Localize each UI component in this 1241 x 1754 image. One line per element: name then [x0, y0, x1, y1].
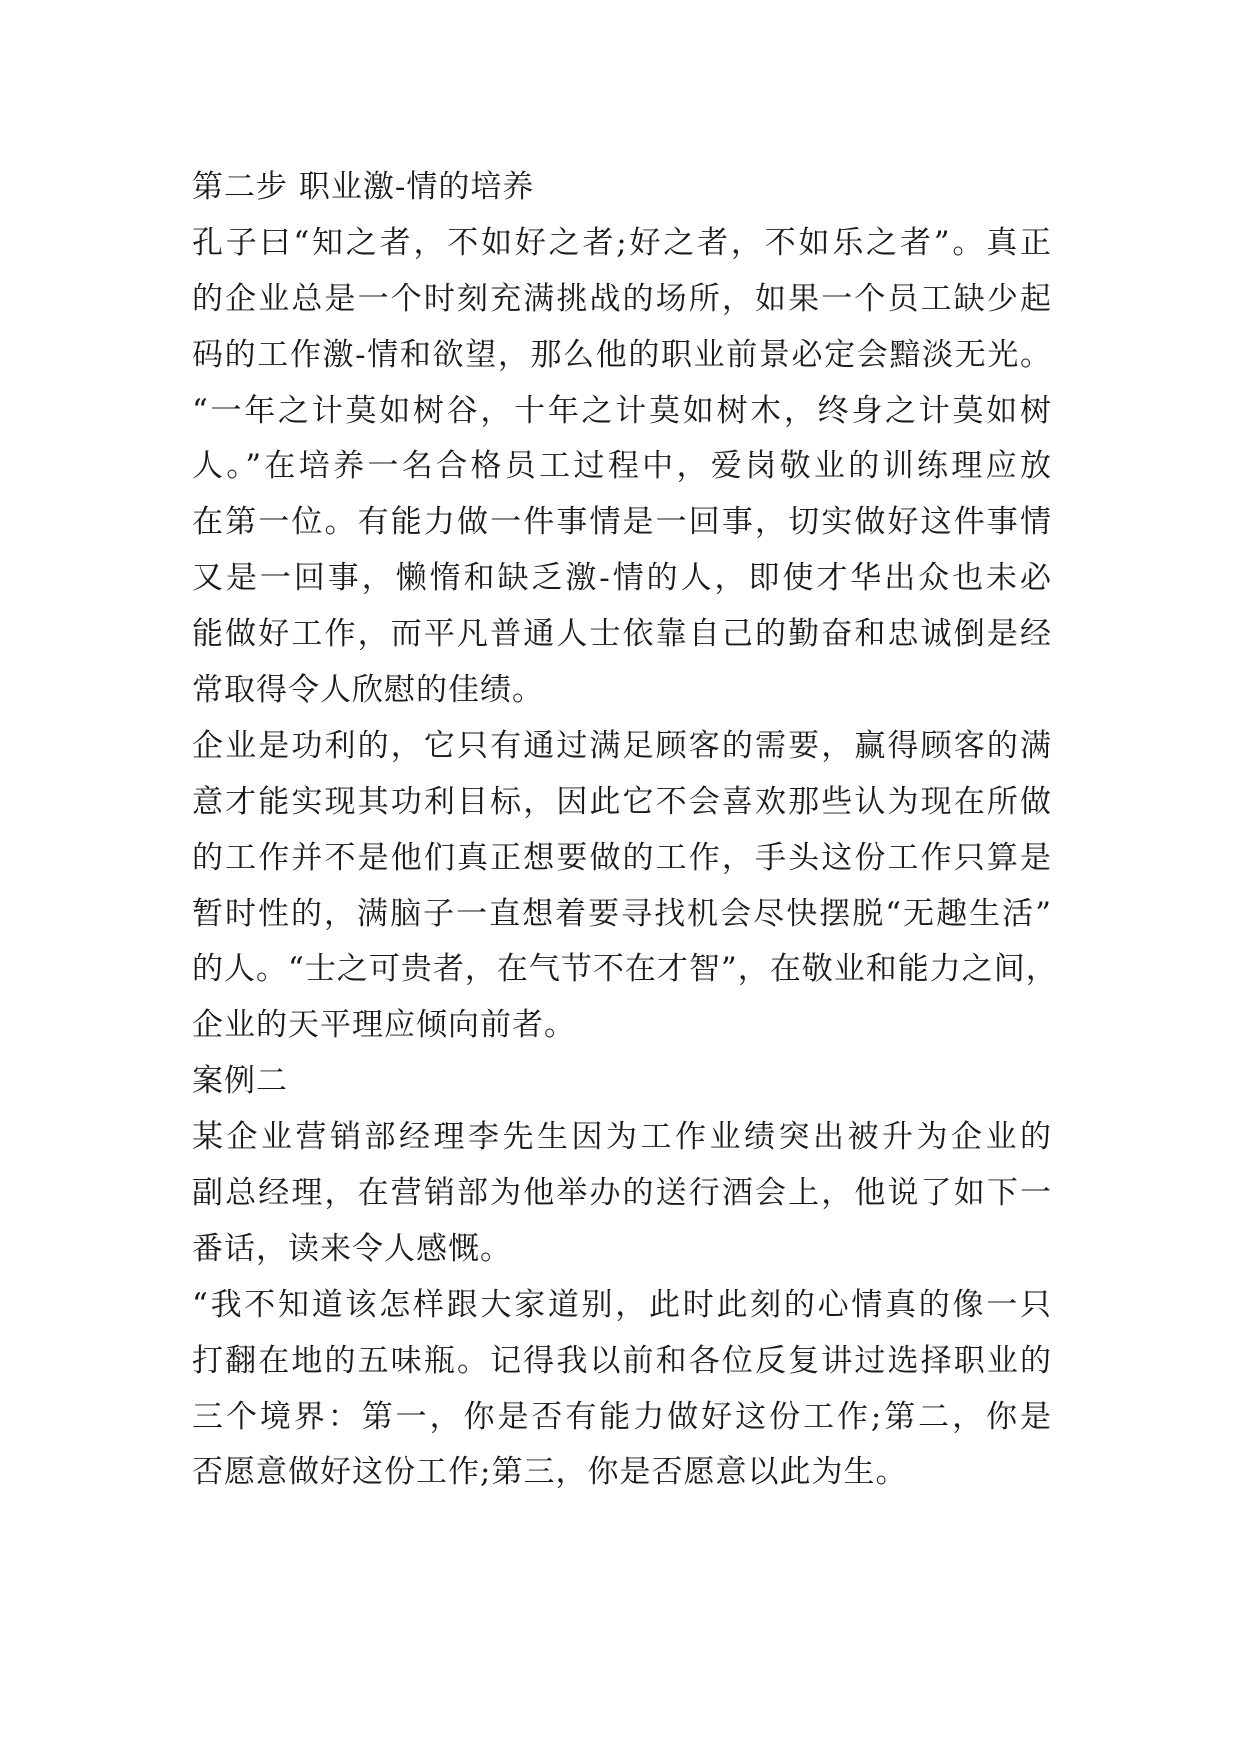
- text-line: 的工作并不是他们真正想要做的工作，手头这份工作只算是: [192, 839, 1052, 876]
- section-heading: 第二步 职业激-情的培养: [192, 169, 535, 205]
- text-line: 又是一回事，懒惰和缺乏激-情的人，即使才华出众也未必: [192, 560, 1052, 597]
- text-line: 码的工作激-情和欲望，那么他的职业前景必定会黯淡无光。: [192, 336, 1052, 373]
- paragraph-1: [192, 216, 1052, 719]
- document-body: [192, 160, 1058, 1501]
- text-line: 的企业总是一个时刻充满挑战的场所，如果一个员工缺少起: [192, 280, 1052, 317]
- text-line: 某企业营销部经理李先生因为工作业绩突出被升为企业的: [192, 1119, 1052, 1156]
- text-line: 企业是功利的，它只有通过满足顾客的需要，赢得顾客的满: [192, 727, 1052, 764]
- text-line: 番话，读来令人感慨。: [192, 1230, 512, 1267]
- text-line: 人。”在培养一名合格员工过程中，爱岗敬业的训练理应放: [192, 448, 1052, 485]
- text-line: 打翻在地的五味瓶。记得我以前和各位反复讲过选择职业的: [192, 1342, 1052, 1379]
- text-line: 能做好工作，而平凡普通人士依靠自己的勤奋和忠诚倒是经: [192, 616, 1052, 653]
- text-line: “我不知道该怎样跟大家道别，此时此刻的心情真的像一只: [192, 1286, 1052, 1323]
- paragraph-4: [192, 1278, 1052, 1502]
- text-line: 意才能实现其功利目标，因此它不会喜欢那些认为现在所做: [192, 783, 1052, 820]
- text-line: 三个境界：第一，你是否有能力做好这份工作;第二，你是: [192, 1398, 1052, 1435]
- text-line: 暂时性的，满脑子一直想着要寻找机会尽快摆脱“无趣生活”: [192, 895, 1052, 932]
- text-line: 常取得令人欣慰的佳绩。: [192, 672, 544, 709]
- text-line: 在第一位。有能力做一件事情是一回事，切实做好这件事情: [192, 504, 1052, 541]
- text-line: 的人。“士之可贵者，在气节不在才智”，在敬业和能力之间，: [192, 951, 1058, 988]
- text-line: “一年之计莫如树谷，十年之计莫如树木，终身之计莫如树: [192, 392, 1052, 429]
- paragraph-3: [192, 1110, 1052, 1278]
- text-line: 否愿意做好这份工作;第三，你是否愿意以此为生。: [192, 1454, 908, 1491]
- paragraph-2: [192, 719, 1058, 1054]
- text-line: 副总经理，在营销部为他举办的送行酒会上，他说了如下一: [192, 1175, 1052, 1212]
- case-heading: 案例二: [192, 1063, 288, 1100]
- text-line: 孔子曰“知之者，不如好之者;好之者，不如乐之者”。真正: [192, 224, 1052, 261]
- text-line: 企业的天平理应倾向前者。: [192, 1007, 576, 1044]
